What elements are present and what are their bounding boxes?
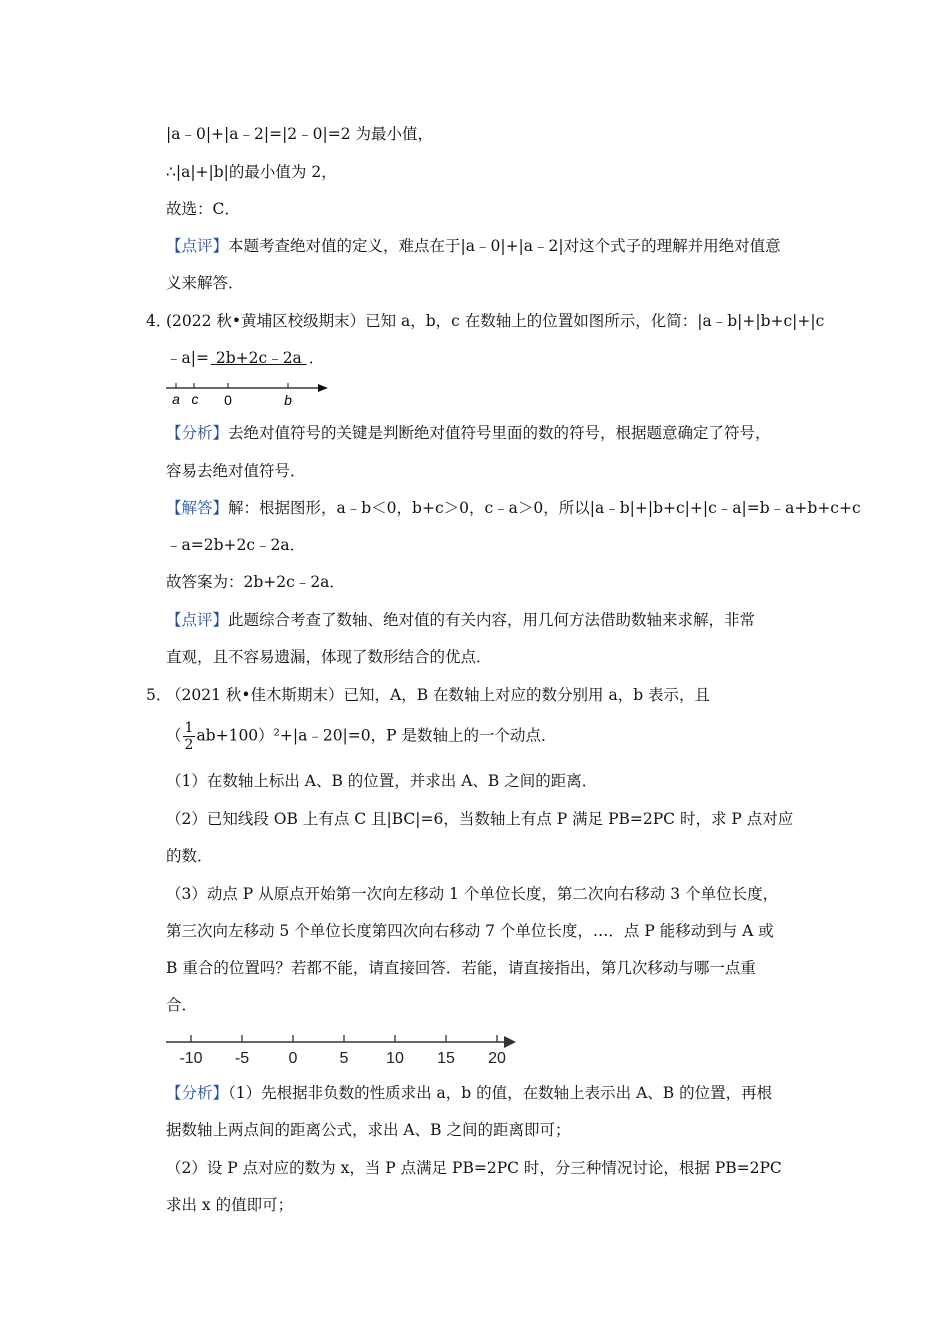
q5-tick-label: 20 (488, 1050, 506, 1067)
q4-solution-line-1 (166, 497, 861, 519)
q4-final-answer: 故答案为：2b+2c﹣2a． (166, 573, 345, 591)
prev-line-1: |a﹣0|+|a﹣2|=|2﹣0|=2 为最小值， (166, 125, 434, 143)
q4-answer-blank: 2b+2c﹣2a (210, 349, 307, 367)
q5-tick-label: 0 (288, 1050, 298, 1067)
review-text: 本题考查绝对值的定义，难点在于|a﹣0|+|a﹣2|对这个式子的理解并用绝对值意 (228, 237, 781, 255)
solution-tag: 【解答】 (166, 499, 229, 517)
q5-part-3-line-3: B 重合的位置吗？若都不能，请直接回答．若能，请直接指出，第几次移动与哪一点重 (166, 959, 756, 977)
q4-axis-arrow (318, 384, 328, 392)
q5-number: 5． (146, 686, 172, 704)
q5-number-line (160, 1030, 520, 1070)
solution-text: 解：根据图形，a﹣b＜0，b+c＞0，c﹣a＞0，所以|a﹣b|+|b+c|+|c﹣a|=b﹣a+b+c+c (228, 499, 861, 517)
q5-stem-line-2 (166, 720, 808, 753)
q5-part-3-line-4: 合． (166, 996, 198, 1014)
q5-stem-line-1: （2021 秋•佳木斯期末）已知，A，B 在数轴上对应的数分别用 a，b 表示，且 (166, 686, 711, 704)
q5-part-3-line-1: （3）动点 P 从原点开始第一次向左移动 1 个单位长度，第二次向右移动 3 个单位长度， (166, 885, 779, 903)
q5-part-2-line-2: 的数． (166, 847, 213, 865)
prev-line-2: ∴|a|+|b|的最小值为 2， (166, 163, 337, 181)
fraction-denominator: 2 (184, 737, 194, 753)
prev-review-line-1 (166, 235, 808, 257)
q5-tick-label: 10 (386, 1050, 404, 1067)
q5-analysis-line-1 (166, 1082, 808, 1104)
review-tag: 【点评】 (166, 237, 229, 255)
q4-analysis-line-2: 容易去绝对值符号． (166, 462, 306, 480)
q4-review-line-2: 直观，且不容易遗漏，体现了数形结合的优点． (166, 648, 492, 666)
q5-open-paren: （ (166, 726, 182, 745)
q4-solution-line-2: ﹣a=2b+2c﹣2a． (166, 536, 306, 554)
q5-analysis-line-3: （2）设 P 点对应的数为 x，当 P 点满足 PB=2PC 时，分三种情况讨论，根据 PB=2PC (166, 1159, 782, 1177)
q5-tick-label: 5 (339, 1050, 349, 1067)
analysis-tag: 【分析】 (166, 424, 229, 442)
q4-label-a: a (172, 391, 180, 407)
q4-stem-post: ． (308, 349, 325, 367)
q4-review-line-1 (166, 609, 808, 631)
q5-tick-label: 15 (437, 1050, 455, 1067)
q4-stem-pre: ﹣a|= (166, 349, 209, 367)
q4-number: 4． (146, 312, 172, 330)
analysis-text: 去绝对值符号的关键是判断绝对值符号里面的数的符号，根据题意确定了符号， (228, 424, 771, 442)
review-text: 此题综合考查了数轴、绝对值的有关内容，用几何方法借助数轴来求解，非常 (228, 611, 756, 629)
q5-ticks (179, 1035, 506, 1067)
q5-tick-label: -10 (179, 1050, 203, 1067)
q5-tick-label: -5 (234, 1050, 250, 1067)
fraction-numerator: 1 (184, 720, 194, 736)
q5-analysis-line-4: 求出 x 的值即可； (166, 1196, 294, 1214)
q5-part-2-line-1: （2）已知线段 OB 上有点 C 且|BC|=6，当数轴上有点 P 满足 PB=2PC 时，求 P 点对应 (166, 810, 794, 828)
q4-label-c: c (191, 391, 199, 407)
q4-label-b: b (284, 392, 292, 408)
analysis-tag: 【分析】 (166, 1084, 229, 1102)
q5-part-3-line-2: 第三次向左移动 5 个单位长度第四次向右移动 7 个单位长度，…．点 P 能移动到与 A 或 (166, 922, 774, 940)
q5-axis-arrow (504, 1036, 516, 1048)
q5-stem-rest: ab+100）²+|a﹣20|=0，P 是数轴上的一个动点． (196, 726, 557, 745)
q4-stem-line-1: (2022 秋•黄埔区校级期末）已知 a，b，c 在数轴上的位置如图所示，化简：|a﹣b|+|b+c|+|c (166, 312, 825, 330)
q4-label-0: 0 (224, 392, 232, 408)
prev-review-line-2: 义来解答． (166, 274, 244, 292)
review-tag: 【点评】 (166, 611, 229, 629)
q5-analysis-line-2: 据数轴上两点间的距离公式，求出 A、B 之间的距离即可； (166, 1121, 571, 1139)
q5-part-1: （1）在数轴上标出 A、B 的位置，并求出 A、B 之间的距离． (166, 772, 598, 790)
q4-number-line (160, 378, 340, 414)
q4-analysis-line-1 (166, 422, 808, 444)
analysis-text: （1）先根据非负数的性质求出 a，b 的值，在数轴上表示出 A、B 的位置，再根 (228, 1084, 773, 1102)
prev-line-3: 故选：C． (166, 200, 240, 218)
q5-fraction (183, 720, 196, 753)
q4-stem-line-2 (166, 347, 808, 369)
